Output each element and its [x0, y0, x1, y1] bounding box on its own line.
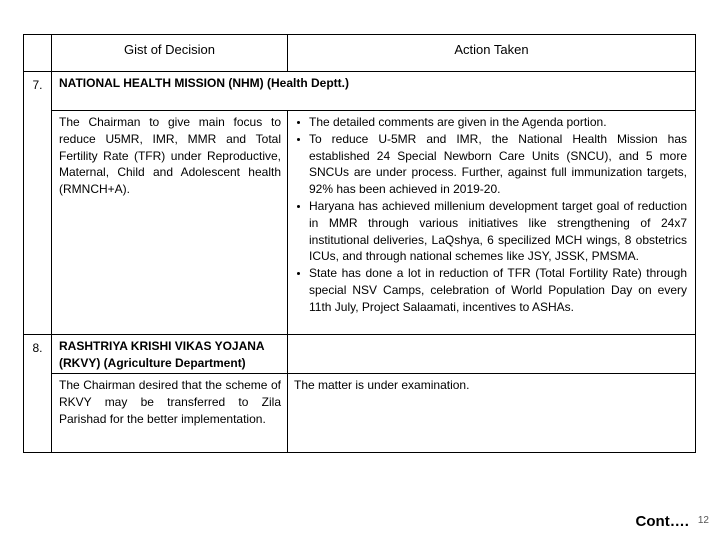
table-header-row — [24, 35, 696, 72]
item-7-title-row — [24, 72, 696, 111]
action-text: The matter is under examination. — [288, 374, 696, 453]
gist-text: The Chairman to give main focus to reduce U5MR, IMR, MMR and Total Fertility Rate (TFR) under Reproductive, Maternal, Child and Adolescent health (RMNCH+A). — [52, 111, 288, 335]
empty-cell — [288, 335, 696, 374]
page-number: 12 — [697, 515, 709, 526]
item-8-body-row — [24, 374, 696, 453]
gist-text: The Chairman desired that the scheme of RKVY may be transferred to Zila Parishad for the better implementation. — [52, 374, 288, 453]
continued-label: Cont…. — [635, 513, 689, 530]
item-8-title-row — [24, 335, 696, 374]
action-item: Haryana has achieved millenium development target goal of reduction in MMR through various initiatives like strengthening of 24x7 institutional deliveries, LaQshya, 6 specilized MCH wings, 8 obstetrics ICUs, and through national schemes like JSY, JSSK, PMSMA. — [294, 198, 687, 265]
header-gist: Gist of Decision — [52, 35, 288, 72]
item-number: 7. — [24, 72, 52, 335]
item-7-body-row — [24, 111, 696, 335]
action-cell — [288, 111, 696, 335]
item-number: 8. — [24, 335, 52, 453]
header-action: Action Taken — [288, 35, 696, 72]
page-footer — [636, 513, 709, 530]
action-item: The detailed comments are given in the Agenda portion. — [294, 114, 687, 131]
action-item: To reduce U-5MR and IMR, the National Health Mission has established 24 Special Newborn Care Units (SNCU), and 5 more SNCUs are under process. Further, against full immunization targets, 92% has been achieved in 2019-20. — [294, 131, 687, 198]
action-list — [294, 114, 687, 316]
action-item: State has done a lot in reduction of TFR (Total Fortility Rate) through special NSV Camps, celebration of World Population Day on every 11th July, Project Salaamati, incentives to ASHAs. — [294, 265, 687, 315]
item-title: NATIONAL HEALTH MISSION (NHM) (Health Deptt.) — [52, 72, 696, 111]
decision-table — [23, 34, 696, 453]
header-number — [24, 35, 52, 72]
item-title: RASHTRIYA KRISHI VIKAS YOJANA (RKVY) (Agriculture Department) — [52, 335, 288, 374]
